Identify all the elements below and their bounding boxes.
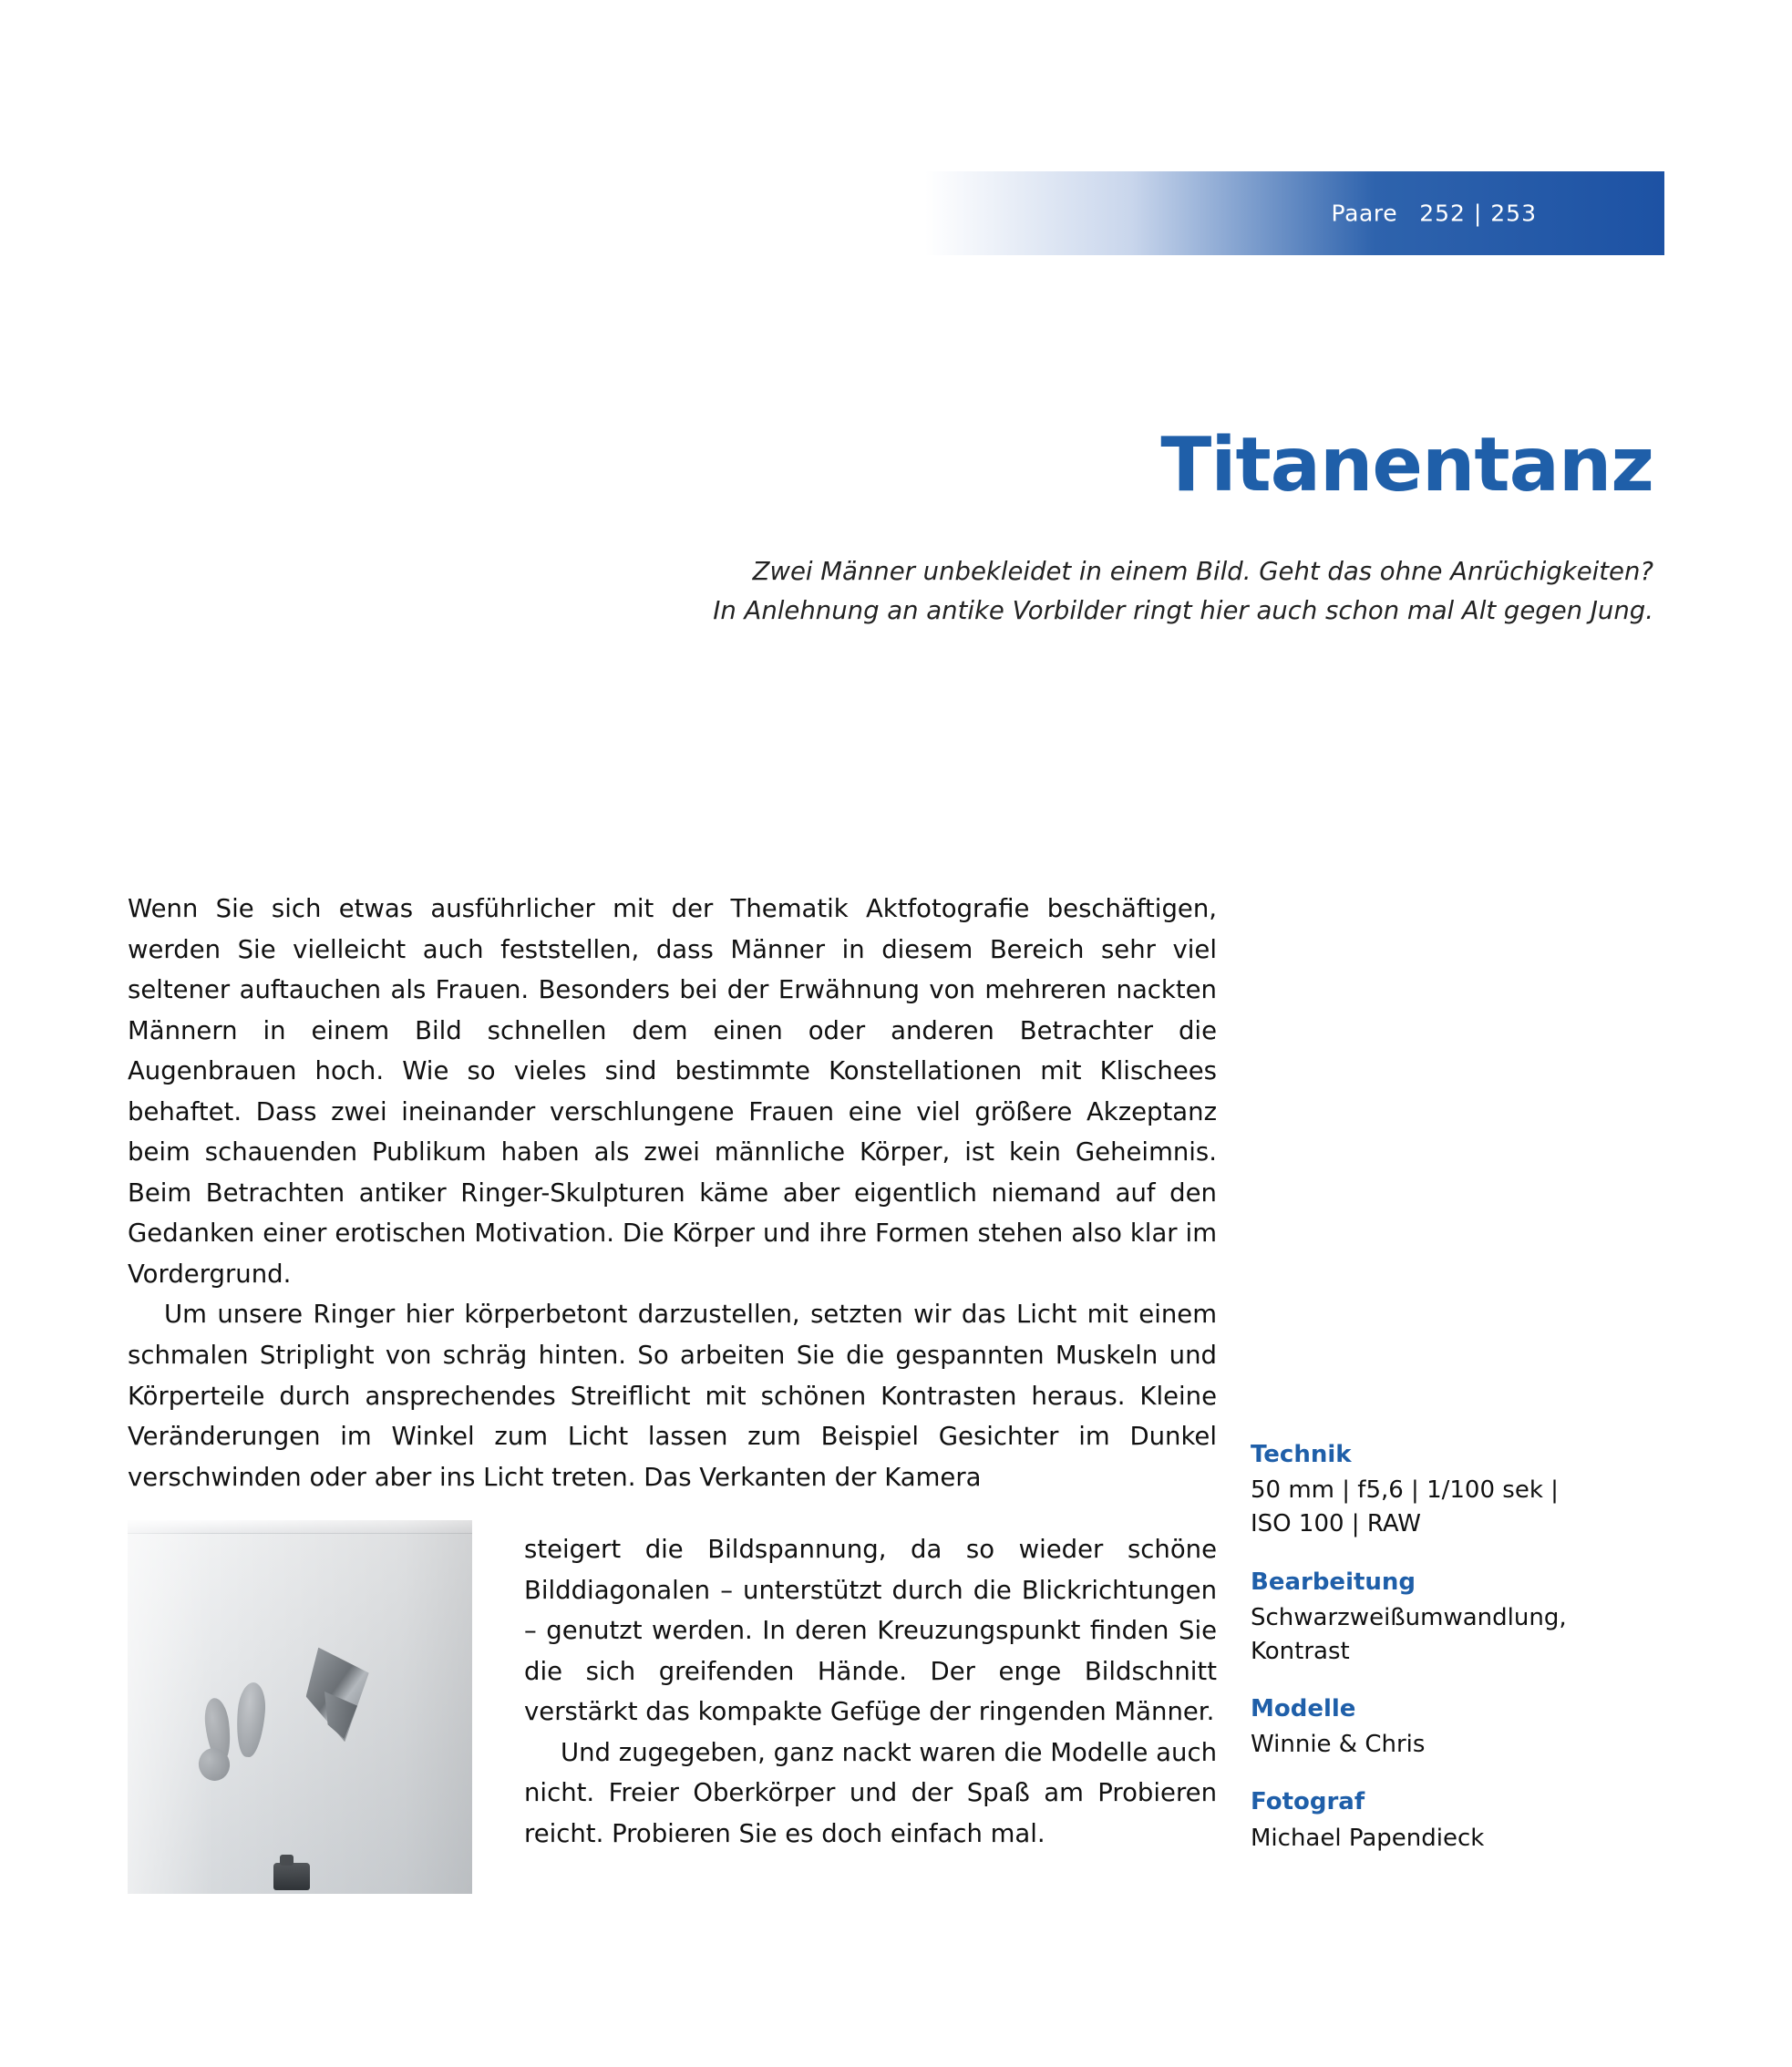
page-header-band bbox=[902, 171, 1664, 255]
bearbeitung-value: Schwarzweißumwandlung, Kontrast bbox=[1251, 1603, 1567, 1665]
header-text bbox=[1332, 201, 1537, 227]
subtitle-line-1: Zwei Männer unbekleidet in einem Bild. Geht das ohne Anrüchigkeiten? bbox=[752, 557, 1653, 586]
header-section-label: Paare bbox=[1331, 200, 1398, 227]
photo-shape-figure-b bbox=[233, 1681, 267, 1758]
subtitle-line-2: In Anlehnung an antike Vorbilder ringt hier auch schon mal Alt gegen Jung. bbox=[713, 595, 1653, 625]
modelle-label: Modelle bbox=[1251, 1695, 1356, 1723]
fotograf-value: Michael Papendieck bbox=[1251, 1824, 1485, 1852]
body-paragraph-1: Wenn Sie sich etwas ausführlicher mit der Thematik Aktfotografie beschäftigen, werden Sie vielleicht auch feststellen, dass Männer in diesem Bereich sehr viel seltener auftauchen als Frauen. Besonders bei der Erwähnung von mehreren nackten Männern in einem Bild schnellen dem einen oder anderen Betrachter die Augenbrauen hoch. Wie so vieles sind bestimmte Konstellationen mit Klischees behaftet. Dass zwei ineinander verschlungene Frauen eine viel größere Akzeptanz beim schauenden Publikum haben als zwei männliche Körper, ist kein Geheimnis. Beim Betrachten antiker Ringer-Skulpturen käme aber eigentlich niemand auf den Gedanken einer erotischen Motivation. Die Körper und ihre Formen stehen also klar im Vordergrund. bbox=[128, 894, 1217, 1289]
fotograf-label: Fotograf bbox=[1251, 1788, 1365, 1816]
body-text-column-wrapped bbox=[524, 1529, 1217, 1854]
page-title: Titanentanz bbox=[1160, 422, 1653, 509]
modelle-value: Winnie & Chris bbox=[1251, 1731, 1426, 1759]
body-paragraph-2: Um unsere Ringer hier körperbetont darzustellen, setzten wir das Licht mit einem schmalen Striplight von schräg hinten. So arbeiten Sie die gespannten Muskeln und Körperteile durch ansprechendes Streiflicht mit schönen Kontrasten heraus. Kleine Veränderungen im Winkel zum Licht lassen zum Beispiel Gesichter im Dunkel verschwinden oder aber ins Licht treten. Das Verkanten der Kamera bbox=[128, 1300, 1217, 1492]
body-text-column bbox=[128, 889, 1217, 1497]
article-photo bbox=[128, 1520, 472, 1894]
technik-value: 50 mm | f5,6 | 1/100 sek | ISO 100 | RAW bbox=[1251, 1476, 1559, 1538]
header-page-numbers: 252 | 253 bbox=[1419, 200, 1537, 227]
photo-gradient-overlay bbox=[128, 1520, 472, 1894]
photo-metadata-sidebar bbox=[1251, 1438, 1570, 1856]
photo-shape-base bbox=[273, 1863, 310, 1890]
technik-label: Technik bbox=[1251, 1441, 1352, 1468]
body-paragraph-3: Und zugegeben, ganz nackt waren die Modelle auch nicht. Freier Oberkörper und der Spaß am Probieren reicht. Probieren Sie es doch einfach mal. bbox=[524, 1737, 1218, 1848]
bearbeitung-label: Bearbeitung bbox=[1251, 1568, 1416, 1596]
photo-top-edge bbox=[128, 1520, 472, 1534]
body-paragraph-2-continued: steigert die Bildspannung, da so wieder schöne Bilddiagonalen – unterstützt durch die Blickrichtungen – genutzt werden. In deren Kreuzungspunkt finden Sie die sich greifenden Hände. Der enge Bildschnitt verstärkt das kompakte Gefüge der ringenden Männer. bbox=[524, 1535, 1217, 1727]
page-subtitle bbox=[705, 552, 1653, 630]
